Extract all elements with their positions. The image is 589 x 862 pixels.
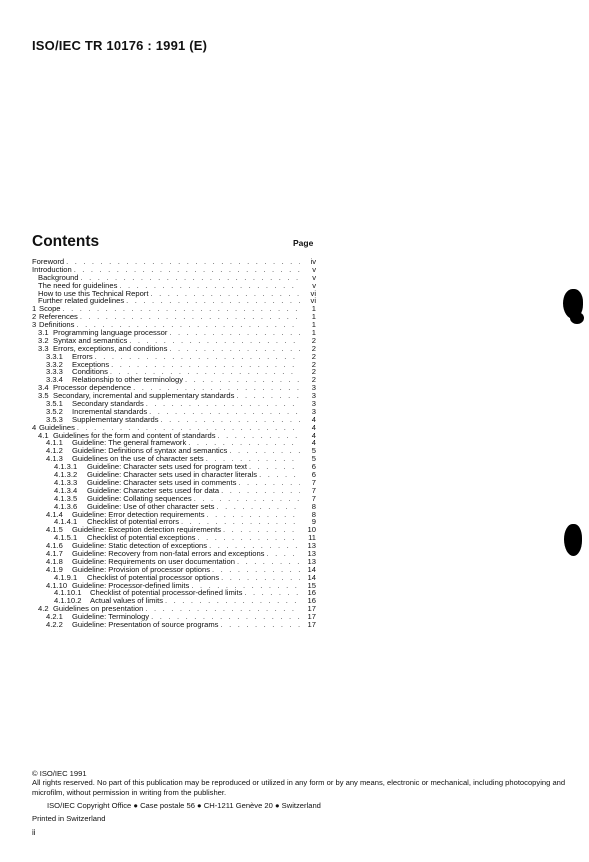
toc-entry-number: 4.1.9 bbox=[46, 564, 63, 574]
toc-entry-label: Checklist of potential errors bbox=[87, 517, 180, 527]
toc-entry-number: 2 bbox=[32, 312, 37, 322]
toc-entry-page: 1 bbox=[311, 320, 316, 330]
toc-leader-dots bbox=[207, 511, 300, 519]
toc-entry-page: vi bbox=[310, 296, 316, 306]
toc-entry-number: 4.1.3.1 bbox=[54, 462, 78, 472]
toc-leader-dots bbox=[223, 526, 300, 534]
toc-leader-dots bbox=[126, 297, 300, 305]
toc-entry-page: 8 bbox=[311, 501, 316, 511]
toc-entry-number: 4.1 bbox=[38, 430, 49, 440]
toc-entry-page: 4 bbox=[311, 438, 316, 448]
toc-entry-page: 2 bbox=[311, 343, 316, 353]
toc-entry-page: 2 bbox=[311, 375, 316, 385]
toc-entry-number: 4.1.3.5 bbox=[54, 493, 78, 503]
toc-leader-dots bbox=[221, 487, 300, 495]
toc-entry-label: Errors, exceptions, and conditions bbox=[53, 343, 168, 353]
scan-blot-top-tail bbox=[570, 312, 584, 324]
toc-entry-label: Scope bbox=[39, 304, 61, 314]
toc-entry-page: 3 bbox=[311, 391, 316, 401]
toc-entry-label: Guidelines for the form and content of standards bbox=[53, 430, 216, 440]
toc-entry-label: Guideline: Recovery from non-fatal errors and exceptions bbox=[72, 548, 265, 558]
copyright-line: © ISO/IEC 1991 bbox=[32, 769, 87, 778]
toc-entry-page: 17 bbox=[307, 619, 316, 629]
toc-entry-label: Definitions bbox=[39, 320, 75, 330]
toc-entry-label: Guideline: Character sets used for program text bbox=[87, 462, 247, 472]
toc-entry-number: 4.1.8 bbox=[46, 556, 63, 566]
toc-entry-page: 7 bbox=[311, 485, 316, 495]
toc-entry-page: 17 bbox=[307, 612, 316, 622]
toc-entry-number: 3.5.1 bbox=[46, 399, 63, 409]
toc-leader-dots bbox=[212, 566, 300, 574]
toc-entry-number: 3.3.4 bbox=[46, 375, 63, 385]
copyright-office-address: ISO/IEC Copyright Office ● Case postale 56 ● CH-1211 Genève 20 ● Switzerland bbox=[47, 801, 321, 811]
toc-leader-dots bbox=[169, 329, 300, 337]
toc-entry-number: 3.5.2 bbox=[46, 406, 63, 416]
toc-leader-dots bbox=[146, 400, 300, 408]
toc-entry-page: 15 bbox=[307, 580, 316, 590]
toc-entry-label: Guidelines on the use of character sets bbox=[72, 454, 204, 464]
toc-leader-dots bbox=[150, 290, 300, 298]
toc-entry-label: The need for guidelines bbox=[38, 280, 118, 290]
toc-entry-number: 3.4 bbox=[38, 383, 49, 393]
toc-entry-number: 4.2.2 bbox=[46, 619, 63, 629]
toc-entry-number: 4.1.3.6 bbox=[54, 501, 78, 511]
toc-entry-number: 4.1.3.2 bbox=[54, 470, 78, 480]
toc-entry-label: Guideline: Collating sequences bbox=[87, 493, 192, 503]
toc-entry-page: 6 bbox=[311, 462, 316, 472]
toc-entry-label: Guideline: Terminology bbox=[72, 612, 150, 622]
toc-leader-dots bbox=[197, 534, 300, 542]
toc-leader-dots bbox=[229, 447, 300, 455]
toc-entry-label: Programming language processor bbox=[53, 328, 168, 338]
toc-entry-page: 3 bbox=[311, 406, 316, 416]
toc-entry-page: 14 bbox=[307, 564, 316, 574]
toc-entry-label: Syntax and semantics bbox=[53, 335, 128, 345]
contents-heading: Contents bbox=[32, 233, 100, 250]
toc-leader-dots bbox=[95, 353, 300, 361]
toc-entry-number: 3.3.3 bbox=[46, 367, 63, 377]
toc-leader-dots bbox=[74, 266, 300, 274]
toc-entry-number: 4.1.2 bbox=[46, 446, 63, 456]
copyright-notice bbox=[32, 769, 572, 823]
toc-entry-page: 5 bbox=[311, 454, 316, 464]
toc-entry-number: 4.1.3.4 bbox=[54, 485, 78, 495]
toc-entry bbox=[32, 621, 316, 629]
toc-entry-label: Guideline: The general framework bbox=[72, 438, 187, 448]
toc-entry-page: 11 bbox=[308, 533, 316, 543]
toc-entry-label: Incremental standards bbox=[72, 406, 148, 416]
toc-entry-label: Background bbox=[38, 272, 79, 282]
toc-entry-label: Secondary standards bbox=[72, 399, 144, 409]
toc-entry-page: 13 bbox=[307, 556, 316, 566]
toc-leader-dots bbox=[145, 605, 300, 613]
toc-leader-dots bbox=[221, 574, 300, 582]
toc-entry-label: Guideline: Provision of processor options bbox=[72, 564, 211, 574]
toc-entry-page: 16 bbox=[307, 588, 316, 598]
toc-entry-number: 4.1.5.1 bbox=[54, 533, 78, 543]
toc-entry-number: 4.1.3 bbox=[46, 454, 63, 464]
rights-statement: All rights reserved. No part of this publication may be reproduced or utilized in any form or by any means, electronic or mechanical, including photocopying and microfilm, without permission in writing from the publisher. bbox=[32, 778, 566, 797]
toc-entry-number: 4.1.3.3 bbox=[54, 477, 78, 487]
toc-entry-label: Exceptions bbox=[72, 359, 110, 369]
toc-entry-page: 13 bbox=[307, 548, 316, 558]
toc-entry-label: Checklist of potential processor options bbox=[87, 572, 220, 582]
toc-entry-page: 1 bbox=[311, 304, 316, 314]
toc-entry-number: 3 bbox=[32, 320, 37, 330]
toc-entry-page: 2 bbox=[311, 335, 316, 345]
toc-entry-page: 16 bbox=[307, 596, 316, 606]
toc-entry-page: 3 bbox=[311, 399, 316, 409]
toc-entry-page: 9 bbox=[311, 517, 316, 527]
toc-entry-page: 3 bbox=[311, 383, 316, 393]
toc-entry-page: v bbox=[312, 264, 316, 274]
toc-entry-number: 4.1.4.1 bbox=[54, 517, 78, 527]
toc-leader-dots bbox=[218, 432, 300, 440]
toc-entry-page: v bbox=[312, 280, 316, 290]
toc-entry-label: Guideline: Definitions of syntax and semantics bbox=[72, 446, 228, 456]
toc-entry-number: 1 bbox=[32, 304, 37, 314]
toc-leader-dots bbox=[220, 621, 300, 629]
toc-entry-page: vi bbox=[310, 288, 316, 298]
toc-leader-dots bbox=[165, 597, 300, 605]
toc-entry-page: 10 bbox=[307, 525, 316, 535]
toc-entry-number: 4 bbox=[32, 422, 37, 432]
toc-entry-page: 2 bbox=[311, 351, 316, 361]
toc-entry-number: 4.1.1 bbox=[46, 438, 63, 448]
toc-leader-dots bbox=[80, 313, 300, 321]
toc-leader-dots bbox=[63, 305, 300, 313]
toc-entry-label: Secondary, incremental and supplementary standards bbox=[53, 391, 235, 401]
toc-entry-number: 4.1.5 bbox=[46, 525, 63, 535]
toc-entry-page: 1 bbox=[311, 328, 316, 338]
toc-entry-page: 7 bbox=[311, 477, 316, 487]
toc-entry-number: 4.1.6 bbox=[46, 541, 63, 551]
toc-leader-dots bbox=[244, 589, 300, 597]
toc-entry-label: Processor dependence bbox=[53, 383, 132, 393]
toc-leader-dots bbox=[266, 550, 300, 558]
toc-entry-label: Further related guidelines bbox=[38, 296, 125, 306]
toc-entry-label: Supplementary standards bbox=[72, 414, 159, 424]
toc-entry-number: 4.2 bbox=[38, 604, 49, 614]
toc-entry-page: 4 bbox=[311, 422, 316, 432]
toc-entry bbox=[32, 297, 316, 305]
document-identifier: ISO/IEC TR 10176 : 1991 (E) bbox=[32, 38, 208, 53]
toc-leader-dots bbox=[111, 361, 300, 369]
toc-entry-label: Actual values of limits bbox=[90, 596, 164, 606]
toc-entry-label: Guideline: Requirements on user documentation bbox=[72, 556, 235, 566]
page-number: ii bbox=[32, 828, 36, 837]
toc-entry-page: 4 bbox=[311, 430, 316, 440]
toc-entry-label: How to use this Technical Report bbox=[38, 288, 149, 298]
toc-leader-dots bbox=[259, 471, 300, 479]
toc-entry-page: iv bbox=[310, 257, 316, 266]
toc-entry-number: 3.3.1 bbox=[46, 351, 63, 361]
toc-leader-dots bbox=[169, 345, 300, 353]
toc-entry-number: 4.1.9.1 bbox=[54, 572, 78, 582]
toc-entry-label: Foreword bbox=[32, 257, 65, 266]
toc-leader-dots bbox=[149, 408, 300, 416]
toc-entry-number: 4.1.7 bbox=[46, 548, 63, 558]
toc-entry-page: 6 bbox=[311, 470, 316, 480]
toc-leader-dots bbox=[216, 503, 300, 511]
toc-leader-dots bbox=[237, 558, 300, 566]
page-column-label: Page bbox=[293, 238, 314, 248]
toc-entry-number: 3.3 bbox=[38, 343, 49, 353]
toc-leader-dots bbox=[66, 258, 300, 266]
toc-entry-number: 3.5 bbox=[38, 391, 49, 401]
printed-in: Printed in Switzerland bbox=[32, 813, 106, 823]
toc-entry-label: Guideline: Use of other character sets bbox=[87, 501, 215, 511]
toc-entry-page: v bbox=[312, 272, 316, 282]
toc-leader-dots bbox=[161, 416, 300, 424]
toc-leader-dots bbox=[236, 392, 300, 400]
toc-entry-number: 3.2 bbox=[38, 335, 49, 345]
toc-entry-label: Checklist of potential exceptions bbox=[87, 533, 196, 543]
toc-entry-number: 4.1.10.1 bbox=[54, 588, 82, 598]
toc-entry-page: 14 bbox=[307, 572, 316, 582]
toc-entry-number: 4.1.10.2 bbox=[54, 596, 82, 606]
toc-entry bbox=[32, 258, 316, 266]
toc-entry-label: Relationship to other terminology bbox=[72, 375, 184, 385]
toc-entry-label: Guidelines bbox=[39, 422, 75, 432]
toc-leader-dots bbox=[238, 479, 300, 487]
toc-entry-label: Introduction bbox=[32, 264, 72, 274]
toc-entry-page: 5 bbox=[311, 446, 316, 456]
toc-entry-label: Guideline: Character sets used in comments bbox=[87, 477, 237, 487]
toc-entry-page: 17 bbox=[307, 604, 316, 614]
toc-entry-page: 4 bbox=[311, 414, 316, 424]
toc-leader-dots bbox=[185, 376, 300, 384]
toc-entry-label: Guideline: Character sets used in character literals bbox=[87, 470, 258, 480]
toc-entry-page: 1 bbox=[311, 312, 316, 322]
toc-entry-label: Guideline: Processor-defined limits bbox=[72, 580, 190, 590]
toc-entry-label: Guideline: Static detection of exceptions bbox=[72, 541, 208, 551]
toc-entry-page: 2 bbox=[311, 367, 316, 377]
toc-entry-number: 3.1 bbox=[38, 328, 49, 338]
toc-entry bbox=[32, 313, 316, 321]
table-of-contents bbox=[32, 258, 316, 629]
toc-entry-page: 7 bbox=[311, 493, 316, 503]
toc-entry-page: 13 bbox=[307, 541, 316, 551]
toc-entry-label: Guideline: Exception detection requirements bbox=[72, 525, 222, 535]
toc-entry-label: Checklist of potential processor-defined limits bbox=[90, 588, 243, 598]
toc-entry-label: Guideline: Character sets used for data bbox=[87, 485, 220, 495]
toc-entry-label: Errors bbox=[72, 351, 93, 361]
toc-entry-label: Guidelines on presentation bbox=[53, 604, 144, 614]
toc-entry-label: Guideline: Presentation of source programs bbox=[72, 619, 219, 629]
toc-entry-label: Conditions bbox=[72, 367, 108, 377]
toc-entry-label: Guideline: Error detection requirements bbox=[72, 509, 205, 519]
toc-entry-page: 8 bbox=[311, 509, 316, 519]
scan-blot-bottom bbox=[564, 524, 582, 556]
toc-entry-label: References bbox=[39, 312, 78, 322]
toc-entry-number: 3.3.2 bbox=[46, 359, 63, 369]
toc-entry-number: 3.5.3 bbox=[46, 414, 63, 424]
toc-entry-number: 4.2.1 bbox=[46, 612, 63, 622]
toc-entry-page: 2 bbox=[311, 359, 316, 369]
toc-entry-number: 4.1.10 bbox=[46, 580, 68, 590]
toc-entry-number: 4.1.4 bbox=[46, 509, 63, 519]
